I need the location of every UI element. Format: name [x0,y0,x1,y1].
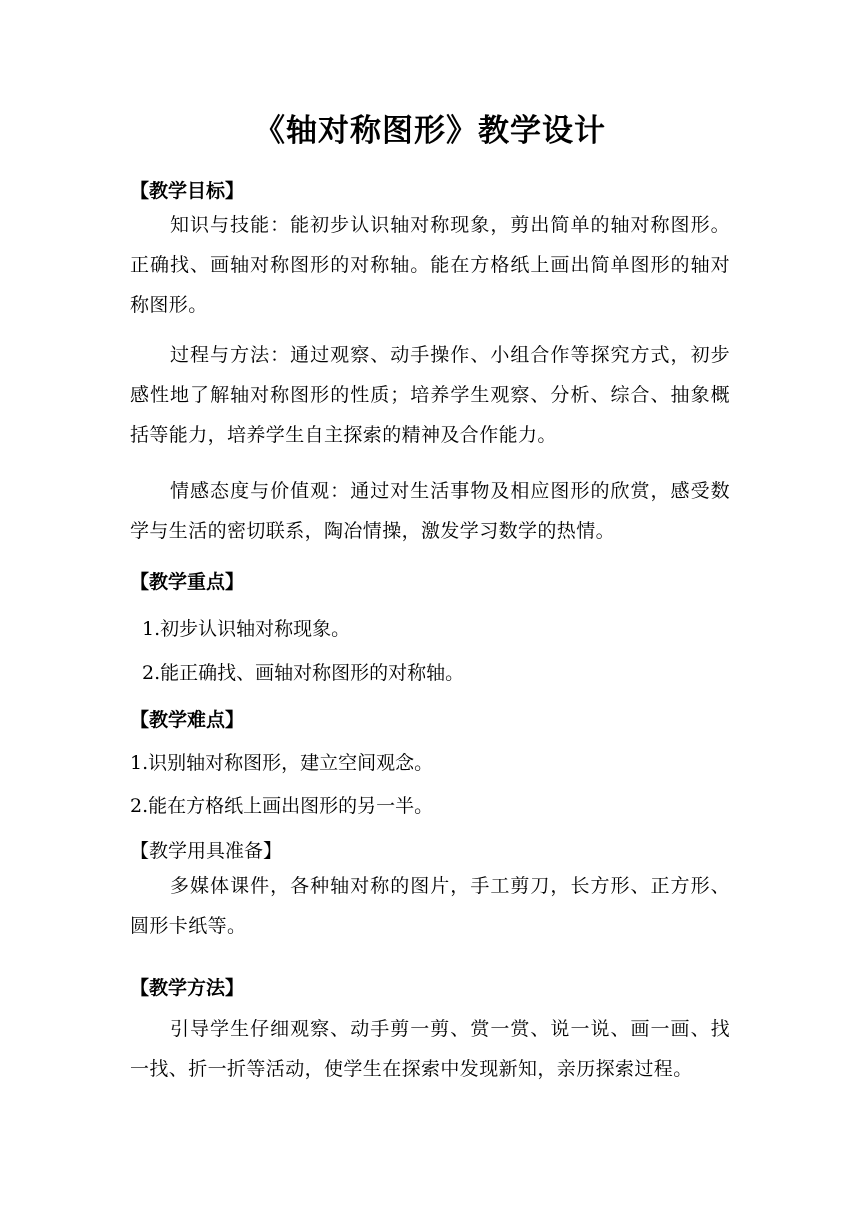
paragraph-process-methods: 过程与方法：通过观察、动手操作、小组合作等探究方式，初步感性地了解轴对称图形的性质；培养学生观察、分析、综合、抽象概括等能力，培养学生自主探索的精神及合作能力。 [130,344,730,446]
difficulty-item-2: 2.能在方格纸上画出图形的另一半。 [130,795,434,817]
heading-key-points: 【教学重点】 [130,571,245,593]
paragraph-emotion-values: 情感态度与价值观：通过对生活事物及相应图形的欣赏，感受数学与生活的密切联系，陶冶情操，激发学习数学的热情。 [130,480,730,542]
document-title: 《轴对称图形》教学设计 [254,113,606,149]
heading-teaching-methods: 【教学方法】 [130,977,245,999]
paragraph-teaching-methods: 引导学生仔细观察、动手剪一剪、赏一赏、说一说、画一画、找一找、折一折等活动，使学生在探索中发现新知，亲历探索过程。 [130,1018,730,1080]
heading-teaching-tools: 【教学用具准备】 [130,840,283,862]
difficulty-item-1: 1.识别轴对称图形，建立空间观念。 [130,752,434,774]
key-point-item-1: 1.初步认识轴对称现象。 [142,618,351,640]
paragraph-knowledge-skills: 知识与技能：能初步认识轴对称现象，剪出简单的轴对称图形。正确找、画轴对称图形的对称轴。能在方格纸上画出简单图形的轴对称图形。 [130,214,730,316]
heading-difficulties: 【教学难点】 [130,709,245,731]
heading-teaching-goals: 【教学目标】 [130,180,245,202]
paragraph-teaching-tools: 多媒体课件，各种轴对称的图片，手工剪刀，长方形、正方形、圆形卡纸等。 [130,875,730,937]
key-point-item-2: 2.能正确找、画轴对称图形的对称轴。 [142,662,465,684]
